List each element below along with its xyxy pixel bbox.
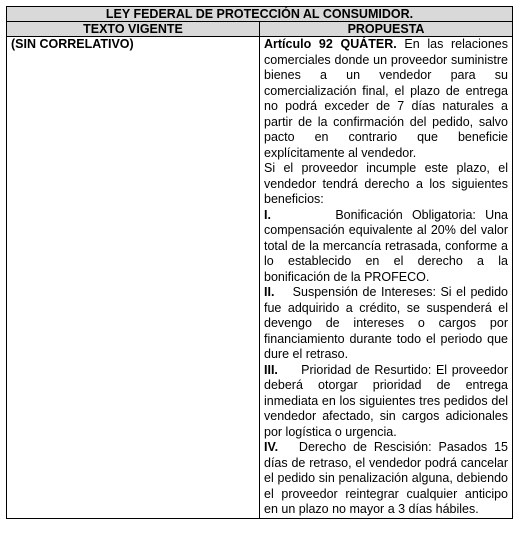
sin-correlativo-text: (SIN CORRELATIVO) [11, 37, 134, 51]
comparison-table [6, 6, 513, 519]
item-text: Bonificación Obligatoria: Una compensación equivalente al 20% del valor total de la mercancía retrasada, conforme a lo establecido en el derecho a la bonificación de la PROFECO. [264, 207, 508, 284]
list-item [264, 363, 508, 441]
article-title: Artículo 92 QUÁTER. [264, 37, 397, 51]
item-text: Prioridad de Resurtido: El proveedor deberá otorgar prioridad de entrega inmediata en los siguientes tres pedidos del vendedor afectado, sin cargos adicionales por logística o urgencia. [264, 362, 508, 439]
item-number: III. [264, 362, 278, 377]
list-item [264, 440, 508, 518]
item-number: IV. [264, 440, 279, 454]
comparison-document [6, 6, 513, 519]
propuesta-cell [260, 37, 513, 519]
item-number: II. [264, 285, 275, 299]
list-item [264, 285, 508, 363]
item-text: Derecho de Rescisión: Pasados 15 días de retraso, el vendedor podrá cancelar el pedido sin penalización alguna, debiendo el proveedor reintegrar cualquier anticipo en un plazo no mayor a 3 días hábiles. [264, 440, 508, 516]
item-number: I. [264, 207, 271, 222]
item-text: Suspensión de Intereses: Si el pedido fue adquirido a crédito, se suspenderá el devengo de intereses o cargos por financiamiento durante todo el periodo que dure el retraso. [264, 285, 508, 361]
law-title: LEY FEDERAL DE PROTECCIÓN AL CONSUMIDOR. [7, 7, 513, 22]
article-paragraph [264, 37, 508, 161]
list-item [264, 208, 508, 286]
header-texto-vigente: TEXTO VIGENTE [7, 22, 260, 37]
content-row [7, 37, 513, 519]
header-row [7, 22, 513, 37]
texto-vigente-cell [7, 37, 260, 519]
title-row [7, 7, 513, 22]
benefits-intro: Si el proveedor incumple este plazo, el vendedor tendrá derecho a los siguientes beneficios: [264, 161, 508, 206]
header-propuesta: PROPUESTA [260, 22, 513, 37]
article-body: En las relaciones comerciales donde un proveedor suministre bienes a un vendedor para su comercialización final, el plazo de entrega no podrá exceder de 7 días naturales a partir de la confirmación del pedido, salvo pacto en contrario que beneficie explícitamente al vendedor. [264, 37, 508, 160]
